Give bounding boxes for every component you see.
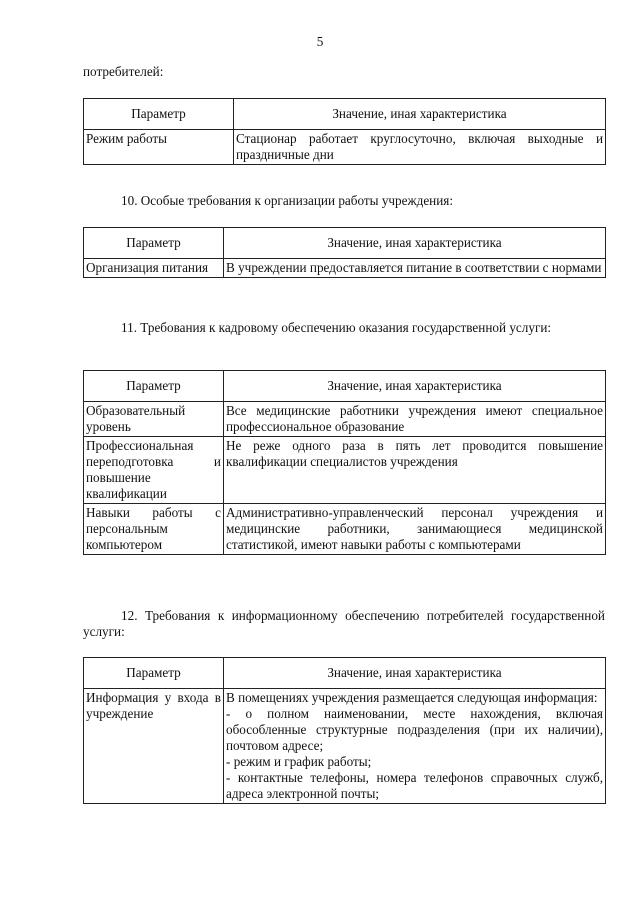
section-10-heading [83,193,605,209]
row-value: Стационар работает круглосуточно, включая выходные и праздничные дни [234,130,606,165]
table-row [84,689,606,804]
info-item: - режим и график работы; [226,754,372,769]
header-value: Значение, иная характеристика [224,658,606,689]
row-parameter: Навыки работы с персональным компьютером [84,504,224,555]
operating-mode-table [83,98,606,165]
row-parameter: Образовательный уровень [84,402,224,437]
intro-text: потребителей: [83,64,164,79]
header-value: Значение, иная характеристика [234,99,606,130]
section-12-heading [83,608,605,640]
table-row [84,402,606,437]
table-row [84,437,606,504]
info-item: - о полном наименовании, месте нахождения, включая обособленные структурные подразделения (при их наличии), почтовом адресе; [226,706,603,753]
information-requirements-table [83,657,606,804]
staffing-requirements-table [83,370,606,555]
row-value: Все медицинские работники учреждения имеют специальное профессиональное образование [224,402,606,437]
table-row [84,504,606,555]
page-number: 5 [316,34,324,49]
table-header-row [84,228,606,259]
section-11-heading [83,320,605,336]
section-10-text: 10. Особые требования к организации работы учреждения: [121,193,454,208]
header-value: Значение, иная характеристика [224,228,606,259]
table-header-row [84,658,606,689]
header-parameter: Параметр [84,371,224,402]
header-value: Значение, иная характеристика [224,371,606,402]
row-parameter: Профессиональная переподготовка и повышение квалификации [84,437,224,504]
section-12-text: 12. Требования к информационному обеспечению потребителей государственной услуги: [83,608,605,639]
table-header-row [84,371,606,402]
row-value: В учреждении предоставляется питание в соответствии с нормами [224,259,606,278]
row-value: Не реже одного раза в пять лет проводится повышение квалификации специалистов учреждения [224,437,606,504]
header-parameter: Параметр [84,99,234,130]
row-value: Административно-управленческий персонал учреждения и медицинские работники, занимающиеся медицинской статистикой, имеют навыки работы с компьютерами [224,504,606,555]
table-row [84,130,606,165]
row-parameter: Информация у входа в учреждение [84,689,224,804]
section-11-text: 11. Требования к кадровому обеспечению оказания государственной услуги: [121,320,552,335]
info-intro: В помещениях учреждения размещается следующая информация: [226,690,598,705]
header-parameter: Параметр [84,228,224,259]
row-parameter: Режим работы [84,130,234,165]
table-header-row [84,99,606,130]
row-parameter: Организация питания [84,259,224,278]
table-row [84,259,606,278]
row-value [224,689,606,804]
header-parameter: Параметр [84,658,224,689]
special-requirements-table [83,227,606,278]
info-item: - контактные телефоны, номера телефонов справочных служб, адреса электронной почты; [226,770,603,801]
